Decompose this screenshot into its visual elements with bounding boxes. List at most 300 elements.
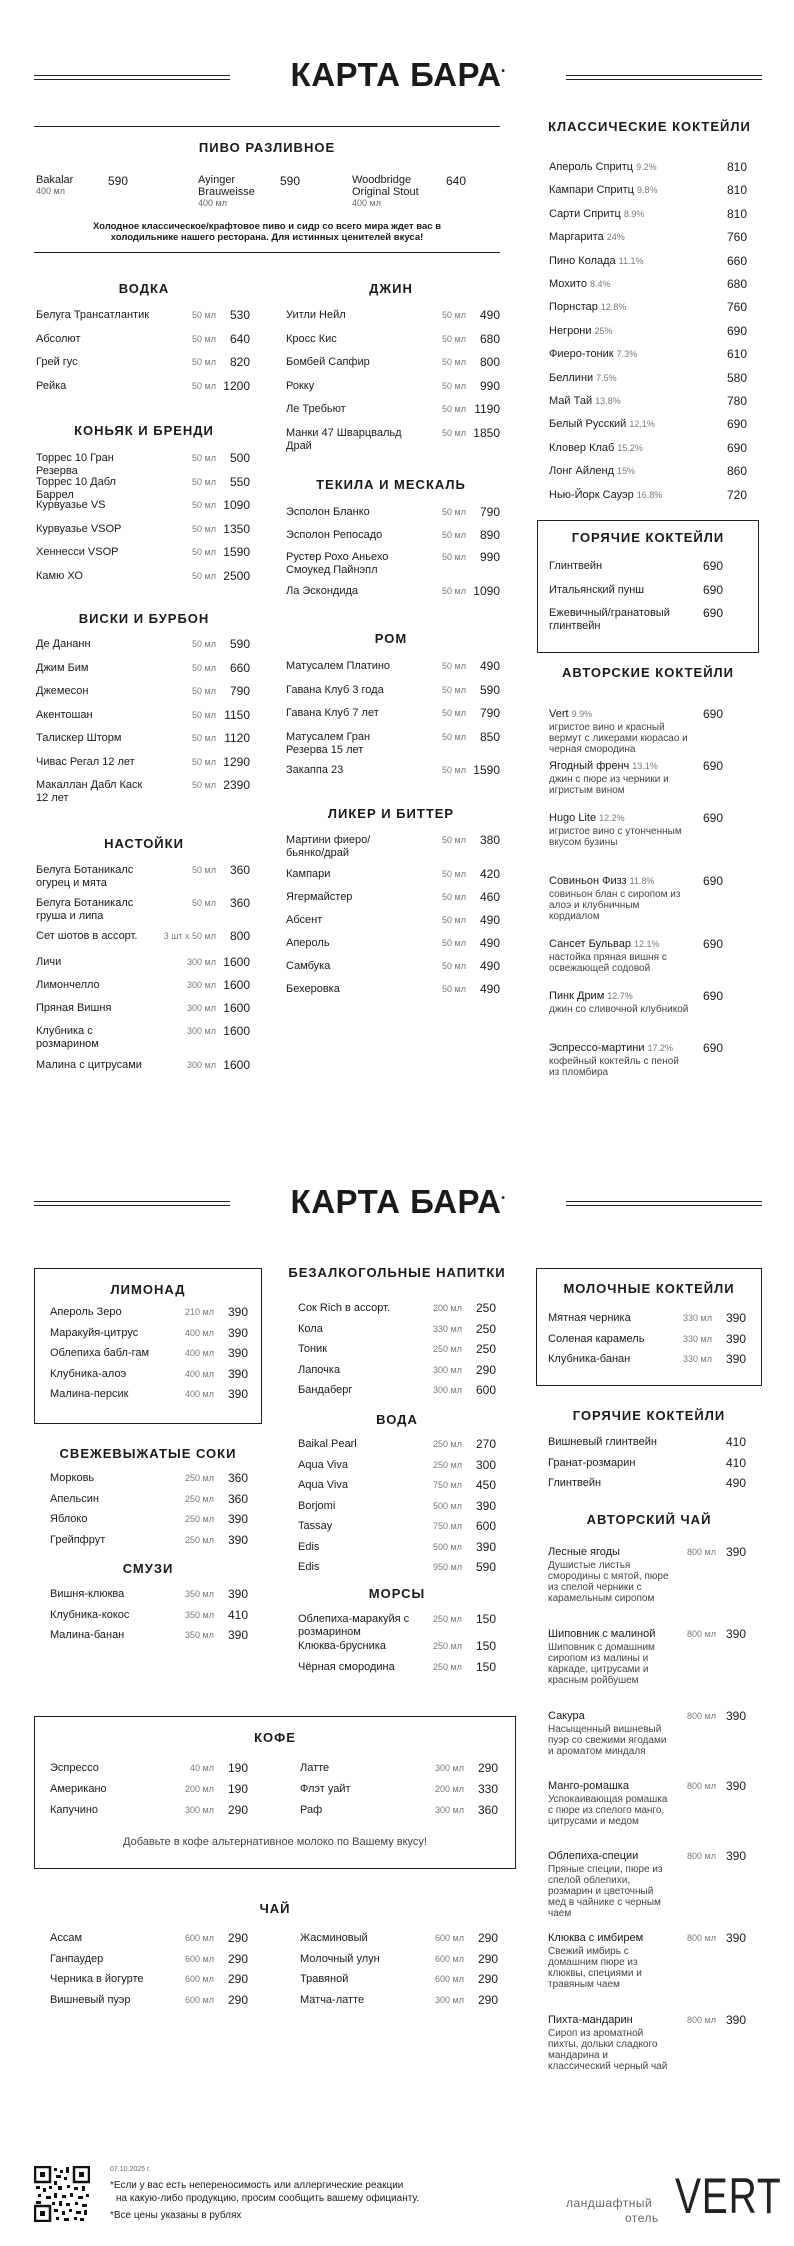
lemonade-item [50,1327,248,1340]
item-name-text: Грей гус [36,356,78,368]
item-price: 690 [702,606,723,620]
item-volume: 300 мл [187,979,216,990]
header2-rule-left [34,1201,230,1206]
item-volume: 330 мл [433,1323,462,1334]
cognac-item [36,476,250,502]
author-heading: АВТОРСКИЕ КОКТЕЙЛИ [561,665,735,680]
coffee-note: Добавьте в кофе альтернативное молоко по Вашему вкусу! [123,1836,427,1848]
coffee-item [50,1804,248,1817]
item-price: 690 [726,440,747,455]
item-volume: 200 мл [435,1784,464,1794]
item-volume: 50 мл [442,915,466,925]
item-name [50,1762,164,1775]
item-volume: 300 мл [435,1805,464,1815]
item-price: 680 [726,277,747,291]
water-item [298,1479,496,1492]
item-price: 380 [479,833,500,847]
item-volume: 800 мл [686,1851,716,1861]
item-name-text: Эсполон Бланко [286,506,370,518]
classic-item [549,278,747,291]
juices-item [50,1472,248,1485]
item-name [50,1388,166,1401]
item-name-text: Лимончелло [36,978,100,991]
item-price: 390 [725,1849,746,1863]
item-name [300,1994,414,2007]
item-name-text: Vert [549,708,569,720]
item-price: 290 [477,1761,498,1775]
item-description: Пряные специи, пюре из спелой облепихи, розмарин и цветочный мед в чайнике с черным чаем [548,1864,663,1919]
item-volume: 300 мл [433,1385,462,1395]
classic-item [549,301,747,314]
item-name [298,1500,414,1513]
softdrinks-item [298,1364,496,1377]
item-name [298,1302,414,1315]
item-price: 490 [479,913,500,927]
classic-item [549,442,747,455]
author-item [549,875,747,922]
whisky-item [36,779,250,805]
item-name-text: Де Дананн [36,638,91,650]
item-name-text: Hugo Lite [549,812,597,824]
item-description: кофейный коктейль с пеной из пломбира [549,1056,679,1078]
smoothie-item [50,1588,248,1601]
authortea-item [548,1932,746,1990]
item-name [286,403,408,416]
beer-item-name: Bakalar [36,174,74,186]
item-name-text: Гавана Клуб 3 года [286,683,384,696]
tea-item [300,1994,498,2007]
item-name-text: Личи [36,955,62,968]
item-name-text: Латте [300,1762,330,1774]
tinctures-item [36,930,250,943]
vodka-item [36,356,250,369]
item-name-text: Матусалем Платино [286,660,391,672]
item-price: 1600 [223,977,250,992]
item-description: настойка пряная вишня с освежающей содовой [549,952,667,974]
item-name [286,506,408,519]
morse-item [298,1640,496,1653]
item-price: 250 [475,1321,496,1336]
item-price: 150 [475,1612,496,1626]
item-price: 450 [475,1478,496,1492]
item-price: 390 [227,1387,248,1401]
header2-rule-right [566,1201,762,1206]
item-name-text: Маргарита [549,231,604,244]
item-name [548,1457,712,1470]
item-volume: 250 мл [433,1614,462,1624]
item-volume: 400 мл [185,1368,214,1379]
item-price: 360 [477,1803,498,1817]
item-volume: 50 мл [442,764,466,775]
juices-item [50,1513,248,1526]
item-name-text: Матусалем Гран Резерва 15 лет [286,730,371,756]
item-volume: 300 мл [435,1994,464,2005]
item-name-text: Малина-банан [50,1629,125,1641]
rum-item [286,684,500,697]
item-volume: 350 мл [185,1630,214,1640]
hot2-item [548,1436,746,1449]
vodka-heading: ВОДКА [118,281,170,296]
item-price: 600 [475,1383,496,1397]
footer-allergy-note-2: на какую-либо продукцию, просим сообщить вашему официанту. [116,2193,420,2204]
lemonade-heading: ЛИМОНАД [110,1282,186,1297]
item-name [50,1368,166,1381]
item-volume: 250 мл [185,1534,214,1545]
item-name-text: Ягодный френч [549,760,630,772]
tinctures-item [36,1025,250,1051]
liqueur-item [286,983,500,996]
item-volume: 800 мл [686,1547,716,1557]
milkshakes-heading: МОЛОЧНЫЕ КОКТЕЙЛИ [563,1281,735,1296]
item-name [549,325,713,338]
authortea-heading: АВТОРСКИЙ ЧАЙ [586,1512,712,1527]
item-name-text: Клубника с розмарином [36,1024,99,1050]
item-name-text: Глинтвейн [549,560,603,572]
item-name-text: Лесные ягоды [548,1546,620,1558]
qr-code[interactable] [34,2166,90,2222]
item-price: 360 [229,896,250,910]
item-name [549,418,713,431]
classic-heading [537,120,762,134]
milkshakes-item [548,1333,746,1346]
item-name-text: Ла Эскондида [286,585,359,597]
hot1-heading: ГОРЯЧИЕ КОКТЕЙЛИ [571,530,725,545]
item-name [300,1953,414,1966]
item-price: 590 [229,637,250,651]
item-name-text: Бехеровка [286,983,340,995]
item-name [300,1762,414,1775]
liqueur-item [286,960,500,973]
lemonade-item [50,1388,248,1401]
item-price: 390 [227,1366,248,1381]
item-name-text: Белуга Ботаникалс огурец и мята [36,864,134,889]
item-price: 860 [726,464,747,479]
item-volume: 50 мл [442,869,466,879]
vodka-item [36,309,250,322]
item-name-text: Кросс Кис [286,332,337,345]
item-volume: 400 мл [185,1348,214,1358]
item-name [286,868,408,881]
item-volume: 350 мл [185,1589,214,1599]
item-name [36,523,156,536]
item-volume: 50 мл [192,780,216,790]
lemonade-item [50,1306,248,1319]
item-price: 290 [227,1931,248,1945]
item-name-text: Вишневый глинтвейн [548,1436,657,1448]
milkshakes-item [548,1312,746,1325]
item-name-text: Абсент [286,914,323,926]
item-price: 390 [227,1587,248,1601]
lemonade-item [50,1347,248,1360]
item-name [36,864,154,890]
item-name [50,1513,166,1526]
item-name [286,684,408,697]
item-name [50,1493,166,1506]
item-abv: 8.4% [589,279,611,289]
item-name [548,1333,662,1346]
item-price: 1150 [224,707,250,722]
item-price: 150 [475,1659,496,1674]
smoothie-heading: СМУЗИ [122,1561,174,1576]
item-name [286,380,408,393]
vodka-item [36,333,250,346]
item-name-text: Эспрессо-мартини [549,1042,645,1054]
item-name [286,764,408,777]
item-name [36,979,154,992]
item-volume: 50 мл [192,662,216,673]
item-price: 490 [479,959,500,973]
hot2-item [548,1477,746,1490]
liqueur-item [286,914,500,927]
tea-heading: ЧАЙ [259,1901,291,1916]
item-volume: 50 мл [192,686,216,696]
item-price: 2390 [223,778,250,792]
whisky-item [36,638,250,651]
classic-item [549,161,747,174]
footer-price-note: *Все цены указаны в рублях [110,2210,242,2221]
item-name [50,1306,166,1319]
item-description: игристое вино с утонченным вкусом бузины [549,826,682,848]
authortea-item [548,1710,746,1757]
item-name [549,348,713,361]
item-name-text: Клубника-алоэ [50,1367,127,1380]
item-price: 290 [227,1803,248,1817]
item-name [549,990,689,1015]
item-price: 610 [726,347,747,362]
item-volume: 600 мл [185,1953,214,1964]
item-price: 490 [479,982,500,996]
item-price: 1600 [223,1057,250,1072]
item-name [286,707,408,720]
item-price: 550 [229,474,250,489]
item-volume: 300 мл [187,956,216,967]
item-name [549,255,713,268]
item-name-text: Яблоко [50,1513,88,1525]
item-volume: 750 мл [433,1480,462,1490]
item-price: 800 [479,355,500,369]
item-abv: 7.3% [616,349,638,360]
item-name [298,1520,414,1533]
item-volume: 50 мл [442,892,466,902]
beer-heading: ПИВО РАЗЛИВНОЕ [198,140,336,155]
author-item [549,938,747,974]
item-abv: 12.1% [629,419,655,430]
item-volume: 50 мл [442,404,466,414]
item-name-text: Облепиха бабл-гам [50,1347,150,1359]
item-name-text: Кампари Спритц [549,184,634,197]
item-volume: 50 мл [442,357,466,367]
item-volume: 300 мл [187,1025,216,1036]
item-price: 360 [227,1471,248,1485]
item-price: 760 [726,300,747,315]
item-name [36,570,156,583]
item-name [549,465,713,478]
item-price: 390 [475,1498,496,1513]
item-price: 290 [475,1362,496,1377]
juices-heading: СВЕЖЕВЫЖАТЫЕ СОКИ [59,1446,237,1461]
item-name-text: Раф [300,1804,323,1816]
water-item [298,1520,496,1533]
item-volume: 600 мл [185,1994,214,2005]
smoothie-item [50,1609,248,1622]
item-name-text: Талискер Шторм [36,732,122,744]
item-name-text: Грейпфрут [50,1533,106,1546]
item-volume: 50 мл [192,333,216,344]
item-name [36,546,156,559]
item-abv: 8.9% [623,208,645,219]
item-price: 360 [229,863,250,877]
item-price: 390 [227,1628,248,1642]
item-price: 250 [475,1342,496,1356]
cognac-item [36,452,250,478]
smoothie-item [50,1629,248,1642]
item-price: 690 [702,559,723,573]
beer-item-price: 590 [279,174,300,188]
item-volume: 800 мл [686,1629,716,1639]
item-price: 290 [477,1951,498,1966]
item-name-text: Клубника-кокос [50,1608,130,1621]
hot-cocktails-box [537,520,759,653]
item-name-text: Baikal Pearl [298,1438,357,1450]
item-volume: 330 мл [683,1313,712,1323]
cognac-item [36,570,250,583]
item-name-text: Акентошан [36,708,93,721]
tequila-heading: ТЕКИЛА И МЕСКАЛЬ [316,477,466,492]
item-name-text: Итальянский пунш [549,583,645,596]
item-name-text: Aqua Viva [298,1458,348,1471]
item-volume: 750 мл [433,1521,462,1531]
item-price: 390 [227,1512,248,1526]
item-name-text: Матча-латте [300,1993,365,2006]
beer-bottom-rule [34,252,500,253]
beer-item-volume: 400 мл [198,198,227,208]
item-price: 1600 [223,954,250,969]
item-name [286,529,408,542]
item-name-text: Чивас Регал 12 лет [36,755,135,768]
item-name-text: Глинтвейн [548,1477,602,1489]
item-price: 590 [475,1560,496,1574]
item-volume: 50 мл [192,547,216,557]
item-name [300,1804,414,1817]
beer-top-rule [34,126,500,127]
item-price: 390 [475,1539,496,1554]
water-item [298,1438,496,1451]
item-name [549,395,713,408]
item-volume: 300 мл [187,1059,216,1070]
whisky-item [36,662,250,675]
item-volume: 50 мл [192,756,216,767]
tinctures-item [36,897,250,923]
tequila-item [286,529,500,542]
item-name-text: Кловер Клаб [549,441,615,454]
item-price: 660 [726,253,747,268]
item-price: 810 [726,183,747,198]
item-volume: 50 мл [192,380,216,391]
item-name [549,938,689,974]
item-volume: 200 мл [433,1303,462,1313]
water-item [298,1500,496,1513]
tea-item [300,1932,498,1945]
tinctures-item [36,956,250,969]
item-volume: 50 мл [192,476,216,487]
item-description: Насыщенный вишневый пуэр со свежими ягодами и ароматом миндаля [548,1724,667,1757]
whisky-heading: ВИСКИ И БУРБОН [78,611,210,626]
header-rule-left [34,75,230,80]
item-price: 490 [479,659,500,673]
item-price: 290 [227,1972,248,1986]
item-name [50,1472,166,1485]
item-description: Шиповник с домашним сиропом из малины и каркаде, цитрусами и красным ройбушем [548,1642,655,1686]
item-price: 390 [725,1931,746,1945]
hot2-heading: ГОРЯЧИЕ КОКТЕЙЛИ [572,1408,726,1423]
item-name-text: Мартини фиеро/ бьянко/драй [286,834,371,859]
beer-item-price: 590 [107,174,128,188]
item-description: Сироп из ароматной пихты, дольки сладкого мандарина и классический черный чай [548,2028,668,2072]
whisky-item [36,685,250,698]
item-volume: 50 мл [192,523,216,534]
item-name-text: Порнстар [549,301,598,314]
item-name-text: Эспрессо [50,1762,99,1774]
item-volume: 600 мл [435,1953,464,1964]
item-description: Душистые листья смородины с мятой, пюре из спелой черники с карамельным сиропом [548,1560,669,1604]
item-name-text: Бандаберг [298,1384,353,1396]
gin-item [286,356,500,369]
classic-item [549,372,747,385]
coffee-item [50,1783,248,1796]
item-name [286,309,408,322]
item-abv: 11.1% [618,255,644,266]
gin-item [286,403,500,416]
item-price: 690 [702,989,723,1003]
morse-item [298,1661,496,1674]
item-volume: 500 мл [433,1500,462,1511]
liqueur-item [286,868,500,881]
item-name-text: Хеннесси VSOP [36,546,119,558]
morse-item [298,1613,496,1639]
rum-item [286,764,500,777]
item-volume: 50 мл [192,570,216,581]
item-price: 1190 [474,402,500,416]
item-name [36,756,156,769]
item-volume: 50 мл [192,709,216,720]
hotel-label-2: отель [625,2211,659,2225]
item-volume: 50 мл [192,453,216,463]
item-name [549,161,713,174]
item-name [50,1932,164,1945]
authortea-item [548,1850,746,1919]
item-name [50,1588,166,1601]
item-abv: 11.8% [629,876,655,886]
item-price: 390 [227,1532,248,1547]
item-name-text: Эсполон Репосадо [286,528,383,541]
item-name-text: Облепиха-маракуйя с розмарином [298,1613,410,1638]
item-name-text: Курвуазье VSOP [36,522,122,535]
item-price: 290 [477,1992,498,2007]
item-price: 1290 [223,754,250,769]
softdrinks-heading: БЕЗАЛКОГОЛЬНЫЕ НАПИТКИ [288,1265,506,1280]
item-name-text: Лапочка [298,1363,341,1376]
item-name-text: Пихта-мандарин [548,2014,633,2026]
vert-logo: VERT [675,2168,782,2224]
item-volume: 300 мл [187,1002,216,1013]
item-description: игристое вино и красный вермут с ликерами кюрасао и черная смородина [549,722,688,755]
item-abv: 24% [606,232,625,243]
item-name-text: Сок Rich в ассорт. [298,1302,391,1314]
item-price: 190 [227,1761,248,1775]
footer-date: 07.10.2025 г. [110,2166,151,2173]
item-price: 490 [479,308,500,322]
vodka-item [36,380,250,393]
